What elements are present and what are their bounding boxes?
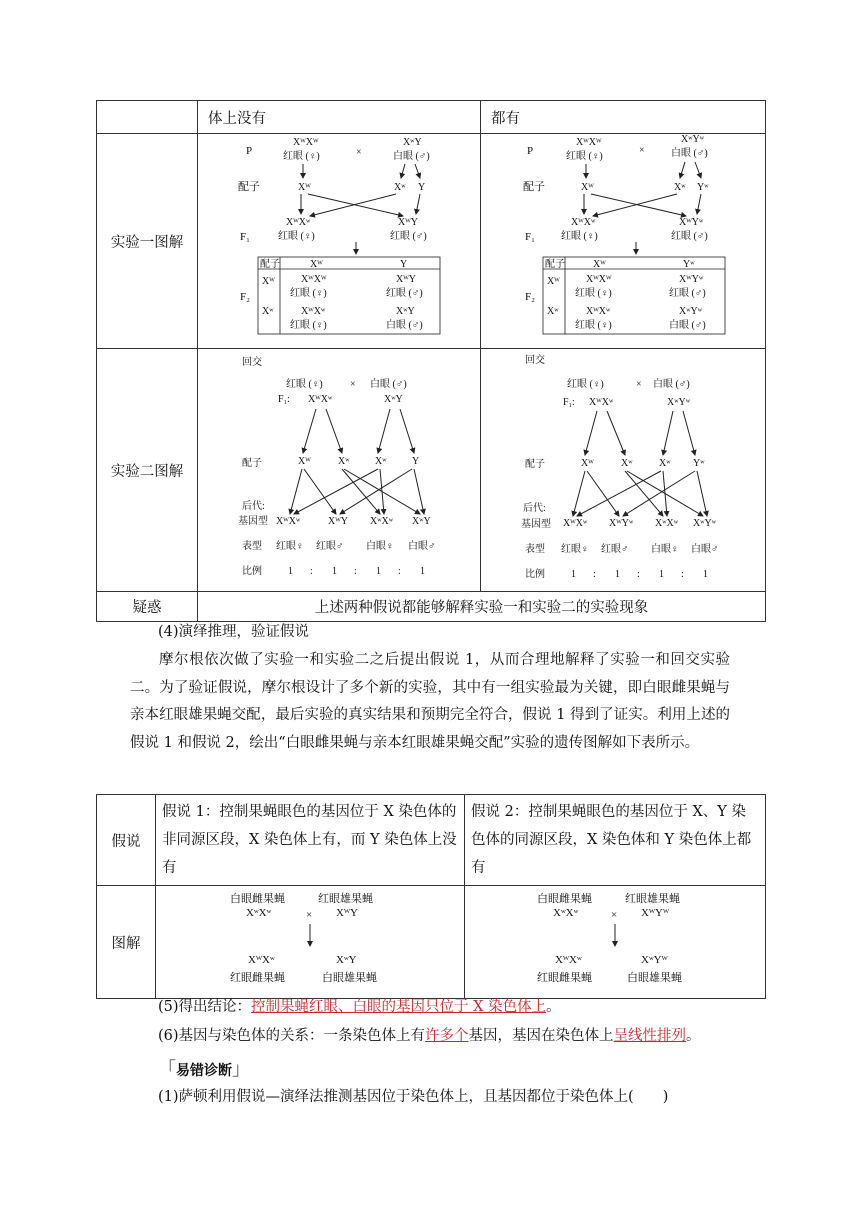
gamete-Xw-male: Xʷ [659, 458, 671, 469]
label-gamete: 配子 [523, 181, 545, 193]
gamete-Xw: Xʷ [338, 456, 350, 467]
parent-male-phenotype: 白眼 (♂) [393, 151, 430, 162]
f2-cell-red-female-1: 红眼 (♀) [575, 288, 612, 299]
question-1: (1)萨顿利用假说—演绎法推测基因位于染色体上，且基因都位于染色体上( ) [158, 1089, 669, 1105]
section-6-e: 。 [686, 1028, 701, 1044]
label-F1: F₁: [278, 394, 290, 405]
gamete-Xw: Xʷ [674, 182, 686, 193]
ratio-1: 1 [288, 566, 293, 577]
f2-cell-XWXw: XᵂXʷ [586, 306, 611, 317]
gamete-Y: Y [412, 456, 420, 467]
section-6-a: (6)基因与染色体的关系：一条染色体上有 [158, 1028, 426, 1044]
f2-cell-red-female-1: 红眼 (♀) [290, 288, 327, 299]
f2-cell-red-male: 红眼 (♂) [669, 288, 706, 299]
parent-male-genotype: XʷYʷ [681, 134, 705, 145]
offspring-male-genotype: XʷYᵂ [641, 954, 668, 966]
ratio-3: 1 [376, 566, 381, 577]
f2-cell-white-male: 白眼 (♂) [386, 320, 423, 331]
section-4-paragraph: 摩尔根依次做了实验一和实验二之后提出假说 1，从而合理地解释了实验一和回交实验二。为了验证假说，摩尔根设计了多个新的实验，其中有一组实验最为关键，即白眼雌果蝇与亲本红眼雄果蝇交配，最后实验的真实结果和预期完全符合，假说 1 得到了证实。利用上述的假说 1 和假说 2，绘出“白眼雌果蝇与亲本红眼雄果蝇交配”实验的遗传图解如下表所示。 [130, 652, 730, 751]
pheno-1: 红眼♀ [276, 541, 304, 552]
label-phenotype: 表型 [242, 541, 262, 552]
offspring-1: XᵂXʷ [563, 518, 588, 529]
f2-cell-red-female-2: 红眼 (♀) [575, 320, 612, 331]
bracket-left-icon: 「 [158, 1059, 176, 1080]
ratio-4: 1 [703, 569, 708, 580]
ratio-colon-3: : [681, 569, 684, 580]
gamete-Y: Y [418, 182, 426, 193]
section-5-suffix: 。 [546, 999, 561, 1015]
gamete-XW: Xᵂ [581, 458, 594, 469]
f1-male-genotype: XᵂYʷ [679, 217, 704, 228]
f1-male-phenotype: 红眼 (♂) [671, 231, 708, 242]
f1-male-genotype: XᵂY [398, 217, 418, 228]
offspring-female-genotype: XᵂXʷ [248, 954, 275, 966]
diagram-1 [156, 886, 464, 994]
diagram-1-cell [156, 886, 465, 999]
male-genotype: XʷYʷ [667, 397, 691, 408]
f2-cell-XWXw: XᵂXʷ [301, 306, 326, 317]
parent-female-genotype: XᵂXᵂ [293, 137, 319, 148]
row-label-hypothesis: 假说 [97, 795, 156, 886]
offspring-female-genotype: XᵂXʷ [555, 954, 582, 966]
f2-cell-XWXW: XᵂXᵂ [586, 274, 612, 285]
header-blank-cell [97, 101, 198, 134]
label-F1: F₁: [563, 397, 575, 408]
gamete-Yw: Yʷ [693, 458, 705, 469]
female-phenotype: 红眼 (♀) [567, 379, 604, 390]
offspring-1: XᵂXʷ [276, 516, 301, 527]
offspring-3: XʷXʷ [655, 518, 679, 529]
label-gamete: 配子 [242, 458, 262, 469]
hypothesis-2-cell [465, 795, 766, 886]
ratio-colon-2: : [637, 569, 640, 580]
parent-female-genotype: XʷXʷ [553, 907, 579, 919]
gamete-Xw: Xʷ [394, 182, 406, 193]
f1-female-genotype: XᵂXʷ [589, 397, 614, 408]
f2-cell-XWXW: XᵂXᵂ [301, 274, 327, 285]
parent-female-genotype: XᵂXᵂ [576, 137, 602, 148]
label-gamete: 配子 [525, 459, 545, 470]
f2-cell-XwY: XʷY [396, 306, 415, 317]
section-6-c: 基因，基因在染色体上 [468, 1028, 614, 1044]
cross-symbol: × [350, 379, 356, 390]
red-male-label: 红眼雄果蝇 [318, 893, 373, 905]
exp1-right-diagram-cell [481, 134, 766, 349]
badge-text: 易错诊断 [176, 1063, 232, 1079]
gamete-XW: Xᵂ [298, 456, 311, 467]
diagram-2-cell [465, 886, 766, 999]
offspring-male-label: 白眼雄果蝇 [322, 972, 377, 984]
section-5-prefix: (5)得出结论： [158, 999, 252, 1015]
label-F2: F₂ [240, 291, 250, 303]
section-4-heading: (4)演绎推理，验证假说 [158, 624, 310, 640]
header-right-cell [481, 101, 766, 134]
gamete-Yw: Yʷ [697, 182, 709, 193]
gamete-XW: Xᵂ [298, 182, 311, 193]
f2-row-XW: Xᵂ [547, 276, 560, 287]
f2-row-XW: Xᵂ [262, 276, 275, 287]
label-F1: F₁ [240, 231, 250, 243]
f2-cell-XwYw: XʷYʷ [679, 306, 703, 317]
cross-symbol: × [639, 145, 645, 156]
label-genotype: 基因型 [238, 516, 268, 527]
female-phenotype: 红眼 (♀) [286, 379, 323, 390]
hypothesis-1-text: 假说 1：控制果蝇眼色的基因位于 X 染色体的非同源区段，X 染色体上有，而 Y 染色体上没有 [162, 804, 457, 876]
error-diagnosis-badge [158, 1055, 250, 1081]
pheno-4: 白眼♂ [408, 541, 436, 552]
label-ratio: 比例 [242, 566, 262, 577]
male-genotype: XʷY [384, 394, 403, 405]
pheno-2: 红眼♂ [601, 544, 629, 555]
label-P: P [246, 145, 253, 157]
parent-male-genotype: XʷY [403, 137, 422, 148]
parent-female-genotype: XʷXʷ [246, 907, 272, 919]
f1-female-genotype: XᵂXʷ [308, 394, 333, 405]
male-phenotype: 白眼 (♂) [370, 379, 407, 390]
ratio-colon-3: : [398, 566, 401, 577]
bracket-right-icon: 」 [232, 1059, 250, 1080]
label-backcross: 回交 [242, 357, 262, 368]
row-label-exp1: 实验一图解 [97, 134, 198, 349]
hypothesis-2-text: 假说 2：控制果蝇眼色的基因位于 X、Y 染色体的同源区段，X 染色体和 Y 染色体上都有 [471, 804, 752, 876]
comparison-table-2 [96, 794, 766, 999]
f2-table-head: 配子 [545, 259, 565, 270]
offspring-4: XʷY [412, 516, 431, 527]
f2-col-Yw: Yʷ [683, 259, 695, 270]
section-5 [158, 997, 561, 1017]
exp1-left-diagram [198, 134, 480, 344]
exp2-right-diagram [481, 349, 765, 587]
f2-cell-XWYw: XᵂYʷ [679, 274, 704, 285]
pheno-2: 红眼♂ [316, 541, 344, 552]
white-female-label: 白眼雌果蝇 [230, 893, 285, 905]
label-ratio: 比例 [525, 569, 545, 580]
pheno-1: 红眼♀ [561, 544, 589, 555]
section-6-answer-2: 呈线性排列 [613, 1028, 687, 1044]
f2-cell-XWY: XᵂY [396, 274, 416, 285]
f1-female-genotype: XᵂXʷ [571, 217, 596, 228]
offspring-2: XᵂY [328, 516, 348, 527]
pheno-3: 白眼♀ [651, 544, 679, 555]
pheno-4: 白眼♂ [691, 544, 719, 555]
ratio-2: 1 [332, 566, 337, 577]
parent-male-genotype: XᵂY [336, 907, 358, 919]
red-male-label: 红眼雄果蝇 [625, 893, 680, 905]
f1-female-phenotype: 红眼 (♀) [561, 231, 598, 242]
header-left-cell [198, 101, 481, 134]
exp2-left-diagram [198, 349, 480, 587]
f1-female-phenotype: 红眼 (♀) [278, 231, 315, 242]
male-phenotype: 白眼 (♂) [653, 379, 690, 390]
parent-male-genotype: XᵂYᵂ [641, 907, 670, 919]
ratio-3: 1 [659, 569, 664, 580]
f2-table-head: 配子 [260, 259, 280, 270]
offspring-female-label: 红眼雌果蝇 [230, 972, 285, 984]
f2-cell-red-male: 红眼 (♂) [386, 288, 423, 299]
exp2-left-diagram-cell [198, 349, 481, 592]
white-female-label: 白眼雌果蝇 [537, 893, 592, 905]
exp1-right-diagram [481, 134, 765, 344]
f2-row-Xw: Xʷ [262, 306, 274, 317]
section-6-answer-1: 许多个 [425, 1028, 469, 1044]
gamete-Xw: Xʷ [621, 458, 633, 469]
label-backcross: 回交 [525, 355, 545, 366]
label-offspring: 后代: [523, 503, 546, 514]
ratio-1: 1 [571, 569, 576, 580]
f2-cell-red-female-2: 红眼 (♀) [290, 320, 327, 331]
label-P: P [527, 145, 534, 157]
gamete-Xw-male: Xʷ [375, 456, 387, 467]
doubt-text: 上述两种假说都能够解释实验一和实验二的实验现象 [198, 592, 766, 622]
f2-col-XW: Xᵂ [593, 259, 606, 270]
offspring-male-genotype: XʷY [336, 954, 357, 966]
label-gamete: 配子 [238, 181, 260, 193]
f2-col-Y: Y [400, 259, 408, 270]
row-label-doubt: 疑惑 [97, 592, 198, 622]
offspring-3: XʷXʷ [370, 516, 394, 527]
label-F2: F₂ [525, 291, 535, 303]
cross-symbol: × [356, 147, 362, 158]
f2-cell-white-male: 白眼 (♂) [669, 320, 706, 331]
f2-row-Xw: Xʷ [547, 306, 559, 317]
f2-col-XW: Xᵂ [310, 259, 323, 270]
offspring-2: XᵂYʷ [609, 518, 634, 529]
f1-male-phenotype: 红眼 (♂) [390, 231, 427, 242]
diagram-2 [465, 886, 763, 994]
label-offspring: 后代: [242, 501, 265, 512]
row-label-exp2: 实验二图解 [97, 349, 198, 592]
f1-female-genotype: XᵂXʷ [286, 217, 311, 228]
offspring-male-label: 白眼雄果蝇 [627, 972, 682, 984]
label-F1: F₁ [525, 231, 535, 243]
exp1-left-diagram-cell [198, 134, 481, 349]
parent-male-phenotype: 白眼 (♂) [671, 148, 708, 159]
ratio-4: 1 [420, 566, 425, 577]
ratio-colon-1: : [593, 569, 596, 580]
comparison-table-1 [96, 100, 766, 622]
ratio-2: 1 [615, 569, 620, 580]
cross-symbol: × [611, 909, 618, 921]
offspring-female-label: 红眼雌果蝇 [537, 972, 592, 984]
section-5-answer: 控制果蝇红眼、白眼的基因只位于 X 染色体上 [251, 999, 547, 1015]
header-left-text: 体上没有 [208, 111, 266, 127]
ratio-colon-2: : [354, 566, 357, 577]
offspring-4: XʷYʷ [693, 518, 717, 529]
parent-female-phenotype: 红眼 (♀) [283, 151, 320, 162]
cross-symbol: × [306, 909, 313, 921]
gamete-XW: Xᵂ [581, 182, 594, 193]
parent-female-phenotype: 红眼 (♀) [566, 151, 603, 162]
label-genotype: 基因型 [521, 519, 551, 530]
ratio-colon-1: : [310, 566, 313, 577]
section-6 [158, 1026, 701, 1046]
header-right-text: 都有 [491, 111, 520, 127]
pheno-3: 白眼♀ [366, 541, 394, 552]
row-label-diagram: 图解 [97, 886, 156, 999]
exp2-right-diagram-cell [481, 349, 766, 592]
cross-symbol: × [636, 379, 642, 390]
label-phenotype: 表型 [525, 544, 545, 555]
hypothesis-1-cell [156, 795, 465, 886]
